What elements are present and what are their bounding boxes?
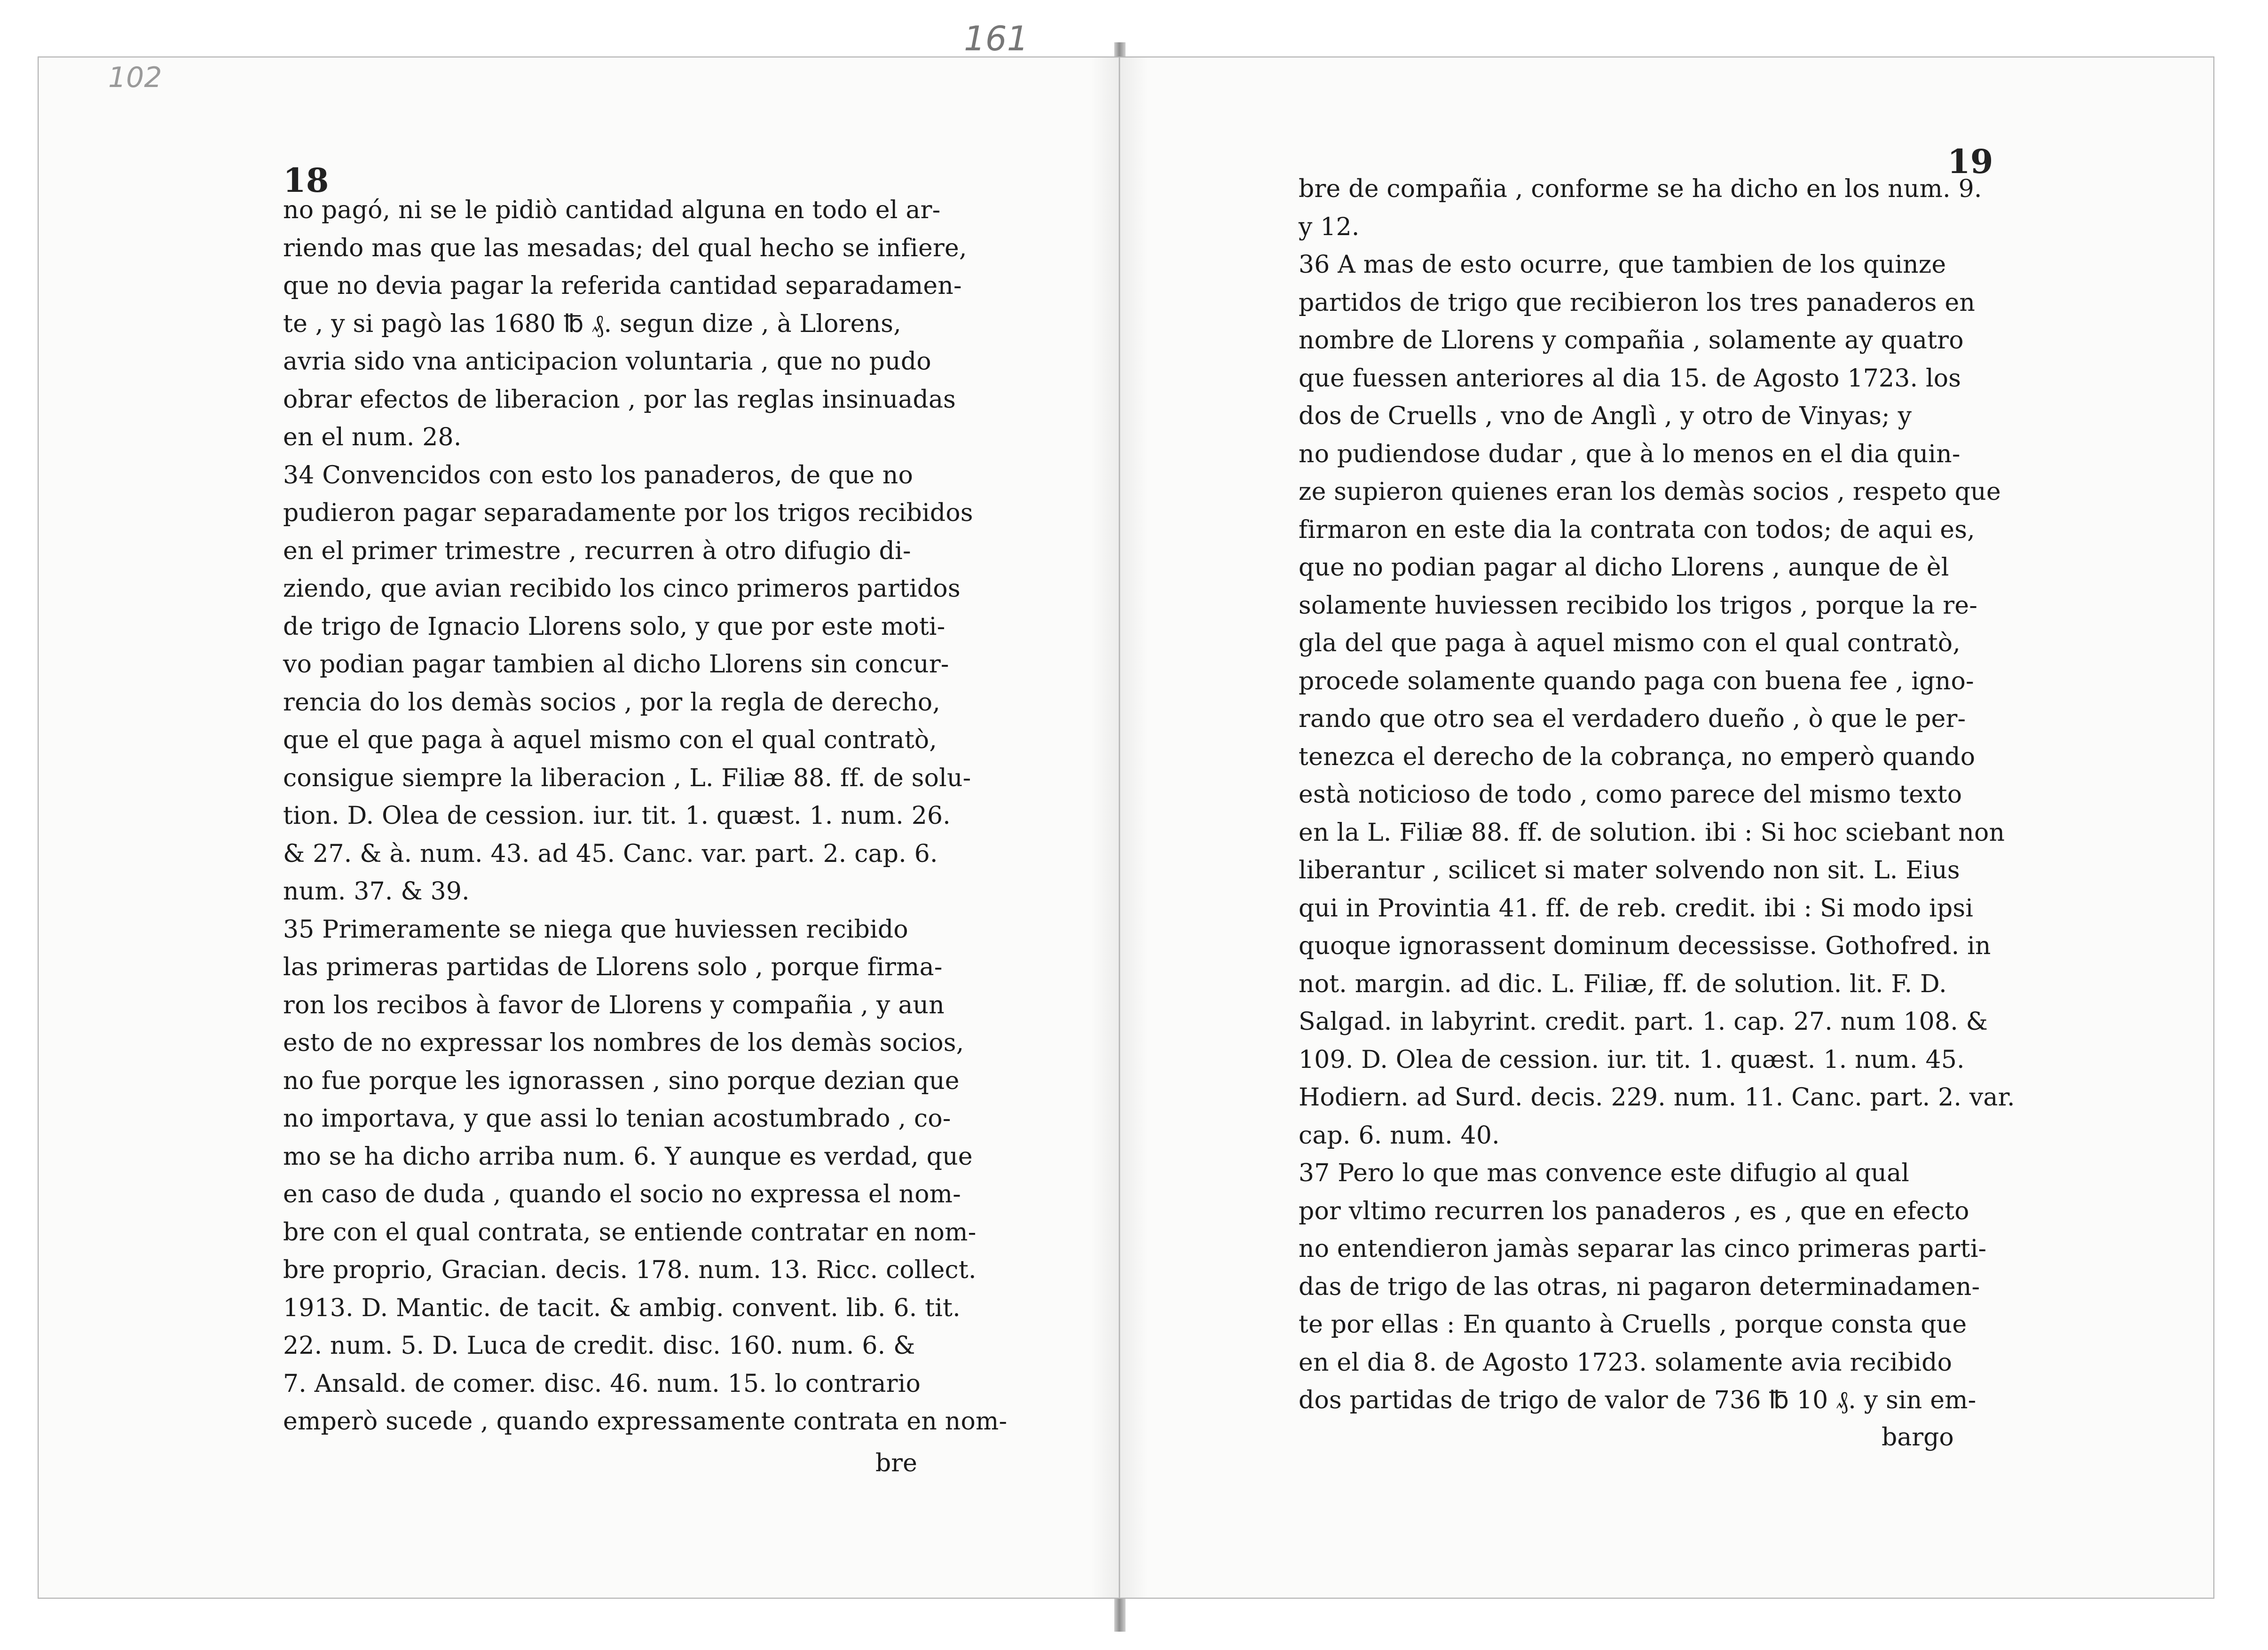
text-line: rando que otro sea el verdadero dueño , ò que le per-: [1299, 705, 1966, 733]
text-line: qui in Provintia 41. ff. de reb. credit. ibi : Si modo ipsi: [1299, 894, 1974, 923]
right-page: [1119, 56, 2214, 1599]
text-line: Hodiern. ad Surd. decis. 229. num. 11. Canc. part. 2. var.: [1299, 1083, 2015, 1112]
text-line: tenezca el derecho de la cobrança, no emperò quando: [1299, 742, 1976, 771]
text-line: 22. num. 5. D. Luca de credit. disc. 160. num. 6. &: [283, 1332, 915, 1360]
text-line: en el dia 8. de Agosto 1723. solamente avia recibido: [1299, 1348, 1953, 1377]
text-line: Salgad. in labyrint. credit. part. 1. cap. 27. num 108. &: [1299, 1008, 1988, 1036]
text-line: en la L. Filiæ 88. ff. de solution. ibi : Si hoc sciebant non: [1299, 818, 2005, 847]
text-line: bre proprio, Gracian. decis. 178. num. 13. Ricc. collect.: [283, 1256, 976, 1284]
text-line: està noticioso de todo , como parece del mismo texto: [1299, 781, 1962, 809]
folio-mark: 161: [964, 19, 1029, 58]
text-line: & 27. & à. num. 43. ad 45. Canc. var. part. 2. cap. 6.: [283, 839, 938, 868]
text-line: 7. Ansald. de comer. disc. 46. num. 15. lo contrario: [283, 1369, 921, 1398]
text-line: consigue siempre la liberacion , L. Filiæ 88. ff. de solu-: [283, 764, 971, 792]
text-line: de trigo de Ignacio Llorens solo, y que por este moti-: [283, 612, 945, 641]
text-line: que fuessen anteriores al dia 15. de Agosto 1723. los: [1299, 364, 1961, 393]
text-line: te por ellas : En quanto à Cruells , porque consta que: [1299, 1311, 1967, 1339]
text-line: ze supieron quienes eran los demàs socios , respeto que: [1299, 478, 2001, 506]
text-line: liberantur , scilicet si mater solvendo non sit. L. Eius: [1299, 856, 1960, 884]
text-line: no pagó, ni se le pidiò cantidad alguna en todo el ar-: [283, 196, 941, 224]
text-line: quoque ignorassent dominum decessisse. Gothofred. in: [1299, 932, 1991, 960]
text-line: no pudiendose dudar , que à lo menos en el dia quin-: [1299, 440, 1961, 468]
text-line: gla del que paga à aquel mismo con el qual contratò,: [1299, 629, 1961, 657]
text-line: te , y si pagò las 1680 ℔ ₰. segun dize , à Llorens,: [283, 309, 901, 338]
text-line: not. margin. ad dic. L. Filiæ, ff. de solution. lit. F. D.: [1299, 970, 1947, 998]
text-line: ron los recibos à favor de Llorens y compañia , y aun: [283, 991, 945, 1019]
text-line: dos de Cruells , vno de Anglì , y otro de Vinyas; y: [1299, 402, 1912, 430]
text-line: que el que paga à aquel mismo con el qual contratò,: [283, 726, 937, 754]
text-line: las primeras partidas de Llorens solo , porque firma-: [283, 953, 943, 981]
text-line: en el primer trimestre , recurren à otro difugio di-: [283, 537, 911, 565]
page-number: 18: [283, 161, 329, 200]
text-line: por vltimo recurren los panaderos , es , que en efecto: [1299, 1197, 1969, 1225]
text-line: en caso de duda , quando el socio no expressa el nom-: [283, 1180, 961, 1208]
fold-shadow: [1120, 57, 1148, 1598]
text-line: das de trigo de las otras, ni pagaron determinadamen-: [1299, 1272, 1980, 1301]
text-line: bre con el qual contrata, se entiende contratar en nom-: [283, 1218, 976, 1247]
text-line: no entendieron jamàs separar las cinco primeras parti-: [1299, 1235, 1987, 1263]
text-line: 1913. D. Mantic. de tacit. & ambig. convent. lib. 6. tit.: [283, 1294, 961, 1322]
catchword: bre: [875, 1449, 917, 1477]
text-line: partidos de trigo que recibieron los tres panaderos en: [1299, 288, 1976, 317]
text-line: en el num. 28.: [283, 423, 462, 451]
text-line: bre de compañia , conforme se ha dicho en los num. 9.: [1299, 175, 1982, 203]
text-line: esto de no expressar los nombres de los demàs socios,: [283, 1029, 964, 1057]
text-line: mo se ha dicho arriba num. 6. Y aunque es verdad, que: [283, 1142, 973, 1171]
text-line: obrar efectos de liberacion , por las reglas insinuadas: [283, 385, 956, 414]
text-line: cap. 6. num. 40.: [1299, 1121, 1500, 1150]
text-line: 36 A mas de esto ocurre, que tambien de los quinze: [1299, 251, 1946, 279]
body-text: [283, 191, 1016, 1441]
text-line: vo podian pagar tambien al dicho Llorens sin concur-: [283, 650, 949, 679]
text-line: que no podian pagar al dicho Llorens , aunque de èl: [1299, 553, 1949, 582]
text-line: no importava, y que assi lo tenian acostumbrado , co-: [283, 1105, 951, 1133]
body-text: [1299, 170, 2032, 1420]
text-line: solamente huviessen recibido los trigos , porque la re-: [1299, 591, 1978, 620]
text-line: que no devia pagar la referida cantidad separadamen-: [283, 272, 962, 300]
text-line: riendo mas que las mesadas; del qual hecho se infiere,: [283, 234, 967, 262]
text-line: ziendo, que avian recibido los cinco primeros partidos: [283, 575, 961, 603]
text-line: 109. D. Olea de cession. iur. tit. 1. quæst. 1. num. 45.: [1299, 1045, 1965, 1074]
page-number: 19: [1947, 142, 1993, 181]
catchword: bargo: [1882, 1423, 1954, 1452]
text-line: y 12.: [1299, 213, 1360, 241]
text-line: dos partidas de trigo de valor de 736 ℔ 10 ₰. y sin em-: [1299, 1386, 1977, 1414]
text-line: no fue porque les ignorassen , sino porque dezian que: [283, 1066, 960, 1095]
text-line: tion. D. Olea de cession. iur. tit. 1. quæst. 1. num. 26.: [283, 802, 951, 830]
text-line: num. 37. & 39.: [283, 877, 470, 906]
text-line: procede solamente quando paga con buena fee , igno-: [1299, 667, 1974, 695]
fold-shadow: [1091, 57, 1119, 1598]
text-line: firmaron en este dia la contrata con todos; de aqui es,: [1299, 515, 1975, 544]
left-page: [38, 56, 1119, 1599]
text-line: 37 Pero lo que mas convence este difugio al qual: [1299, 1159, 1910, 1187]
text-line: emperò sucede , quando expressamente contrata en nom-: [283, 1407, 1008, 1436]
text-line: nombre de Llorens y compañia , solamente ay quatro: [1299, 326, 1964, 355]
folio-mark: 102: [108, 61, 162, 94]
text-line: 34 Convencidos con esto los panaderos, de que no: [283, 461, 914, 489]
text-line: avria sido vna anticipacion voluntaria , que no pudo: [283, 347, 931, 376]
text-line: pudieron pagar separadamente por los trigos recibidos: [283, 499, 973, 527]
text-line: rencia do los demàs socios , por la regla de derecho,: [283, 688, 941, 717]
text-line: 35 Primeramente se niega que huviessen recibido: [283, 915, 908, 944]
